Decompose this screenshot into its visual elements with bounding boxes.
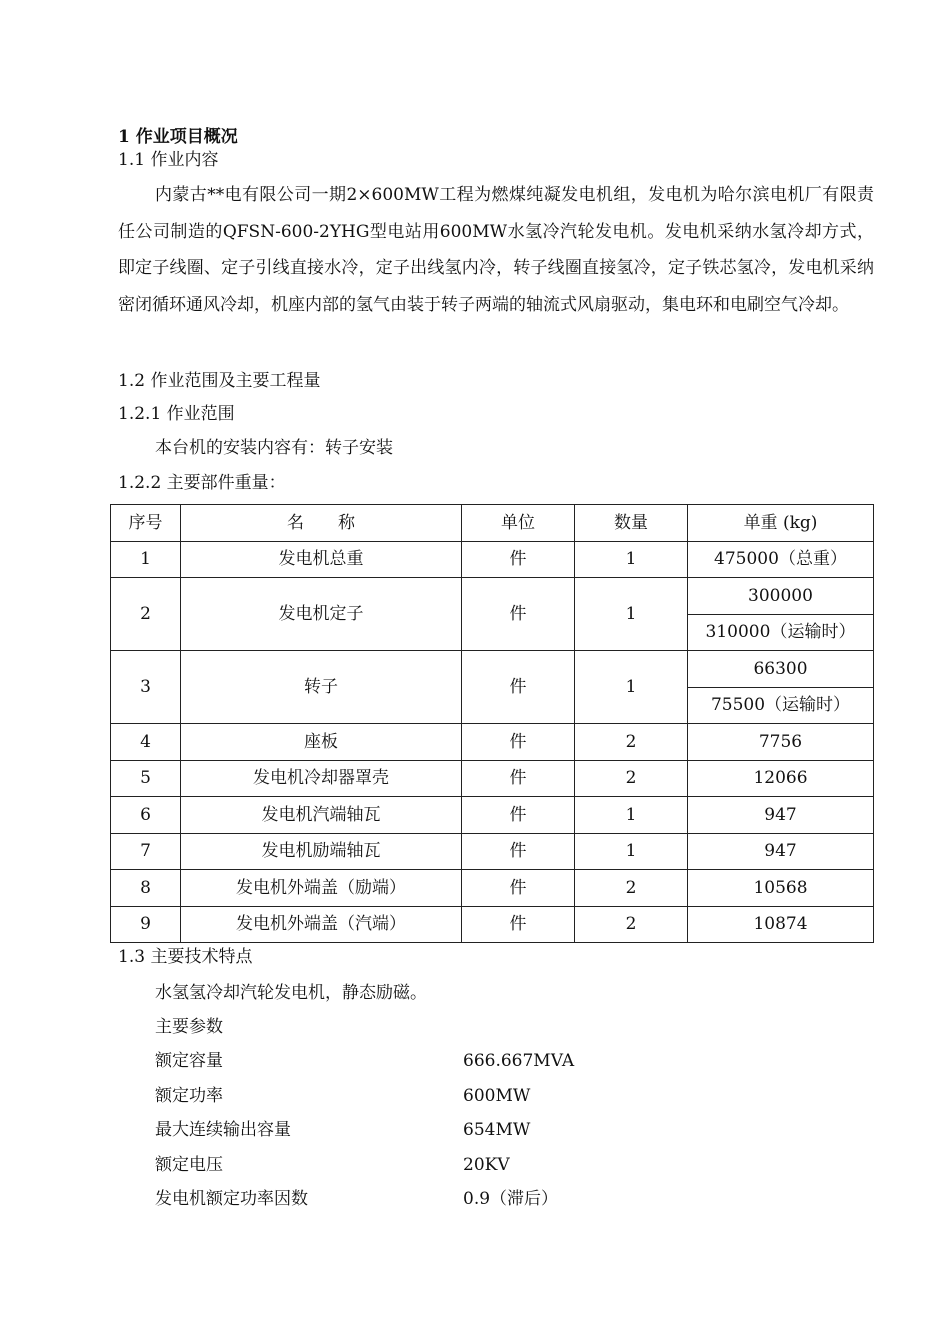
row-name: 发电机外端盖（励端） — [181, 870, 462, 907]
row-unit: 件 — [462, 724, 575, 761]
row-name: 发电机汽端轴瓦 — [181, 797, 462, 834]
row-no: 5 — [111, 760, 181, 797]
row-no: 1 — [111, 541, 181, 578]
row-no: 3 — [111, 651, 181, 724]
header-name: 名 称 — [181, 505, 462, 542]
table-row — [111, 724, 874, 761]
row-no: 2 — [111, 578, 181, 651]
row-weight: 947 — [688, 833, 874, 870]
row-unit: 件 — [462, 870, 575, 907]
row-qty: 1 — [575, 833, 688, 870]
tech-feature-text: 水氢氢冷却汽轮发电机，静态励磁。 — [155, 983, 427, 1003]
row-weight-transport: 310000（运输时） — [688, 614, 874, 651]
table-row — [111, 870, 874, 907]
table-row — [111, 578, 874, 615]
table-row — [111, 541, 874, 578]
section-1-2-2-heading: 1.2.2 主要部件重量： — [118, 473, 286, 493]
header-no: 序号 — [111, 505, 181, 542]
row-qty: 2 — [575, 760, 688, 797]
table-row — [111, 797, 874, 834]
section-1-1-heading: 1.1 作业内容 — [118, 150, 219, 170]
row-weight-transport: 75500（运输时） — [688, 687, 874, 724]
row-unit: 件 — [462, 833, 575, 870]
row-no: 9 — [111, 906, 181, 943]
param-value: 20KV — [463, 1155, 510, 1175]
row-no: 6 — [111, 797, 181, 834]
section-1-3-heading: 1.3 主要技术特点 — [118, 947, 253, 967]
row-qty: 1 — [575, 541, 688, 578]
row-no: 4 — [111, 724, 181, 761]
row-unit: 件 — [462, 797, 575, 834]
table-row — [111, 651, 874, 688]
row-weight: 66300 — [688, 651, 874, 688]
row-unit: 件 — [462, 541, 575, 578]
param-value: 600MW — [463, 1086, 531, 1106]
param-label: 发电机额定功率因数 — [155, 1189, 308, 1209]
section-1-2-heading: 1.2 作业范围及主要工程量 — [118, 371, 321, 391]
row-qty: 2 — [575, 906, 688, 943]
section-1-1-paragraph: 内蒙古**电有限公司一期2×600MW工程为燃煤纯凝发电机组，发电机为哈尔滨电机厂有限责任公司制造的QFSN-600-2YHG型电站用600MW水氢冷汽轮发电机。发电机采纳水氢冷却方式，即定子线圈、定子引线直接水冷，定子出线氢内冷，转子线圈直接氢冷，定子铁芯氢冷，发电机采纳密闭循环通风冷却，机座内部的氢气由装于转子两端的轴流式风扇驱动，集电环和电刷空气冷却。 — [118, 185, 874, 315]
section-1-heading: 1 作业项目概况 — [118, 127, 238, 147]
row-qty: 2 — [575, 724, 688, 761]
scope-text: 本台机的安装内容有：转子安装 — [155, 438, 393, 458]
row-name: 座板 — [181, 724, 462, 761]
table-row — [111, 760, 874, 797]
row-no: 8 — [111, 870, 181, 907]
param-label: 额定功率 — [155, 1086, 223, 1106]
row-weight: 475000（总重） — [688, 541, 874, 578]
param-label: 最大连续输出容量 — [155, 1120, 291, 1140]
parts-weight-table — [110, 504, 874, 943]
row-weight: 10874 — [688, 906, 874, 943]
row-unit: 件 — [462, 651, 575, 724]
row-name: 发电机定子 — [181, 578, 462, 651]
header-unit: 单位 — [462, 505, 575, 542]
section-1-2-1-heading: 1.2.1 作业范围 — [118, 404, 235, 424]
row-weight: 10568 — [688, 870, 874, 907]
row-unit: 件 — [462, 760, 575, 797]
row-name: 发电机励端轴瓦 — [181, 833, 462, 870]
row-qty: 1 — [575, 578, 688, 651]
header-qty: 数量 — [575, 505, 688, 542]
row-qty: 1 — [575, 651, 688, 724]
param-label: 额定容量 — [155, 1051, 223, 1071]
table-row — [111, 906, 874, 943]
row-qty: 1 — [575, 797, 688, 834]
row-name: 转子 — [181, 651, 462, 724]
table-row — [111, 833, 874, 870]
row-no: 7 — [111, 833, 181, 870]
param-value: 0.9（滞后） — [463, 1189, 559, 1209]
row-weight: 300000 — [688, 578, 874, 615]
row-qty: 2 — [575, 870, 688, 907]
table-header-row — [111, 505, 874, 542]
row-unit: 件 — [462, 578, 575, 651]
row-name: 发电机总重 — [181, 541, 462, 578]
row-weight: 7756 — [688, 724, 874, 761]
row-weight: 947 — [688, 797, 874, 834]
param-value: 666.667MVA — [463, 1051, 575, 1071]
params-heading: 主要参数 — [155, 1017, 223, 1037]
row-weight: 12066 — [688, 760, 874, 797]
row-unit: 件 — [462, 906, 575, 943]
param-value: 654MW — [463, 1120, 531, 1140]
param-label: 额定电压 — [155, 1155, 223, 1175]
row-name: 发电机冷却器罩壳 — [181, 760, 462, 797]
header-weight: 单重 (kg) — [688, 505, 874, 542]
row-name: 发电机外端盖（汽端） — [181, 906, 462, 943]
